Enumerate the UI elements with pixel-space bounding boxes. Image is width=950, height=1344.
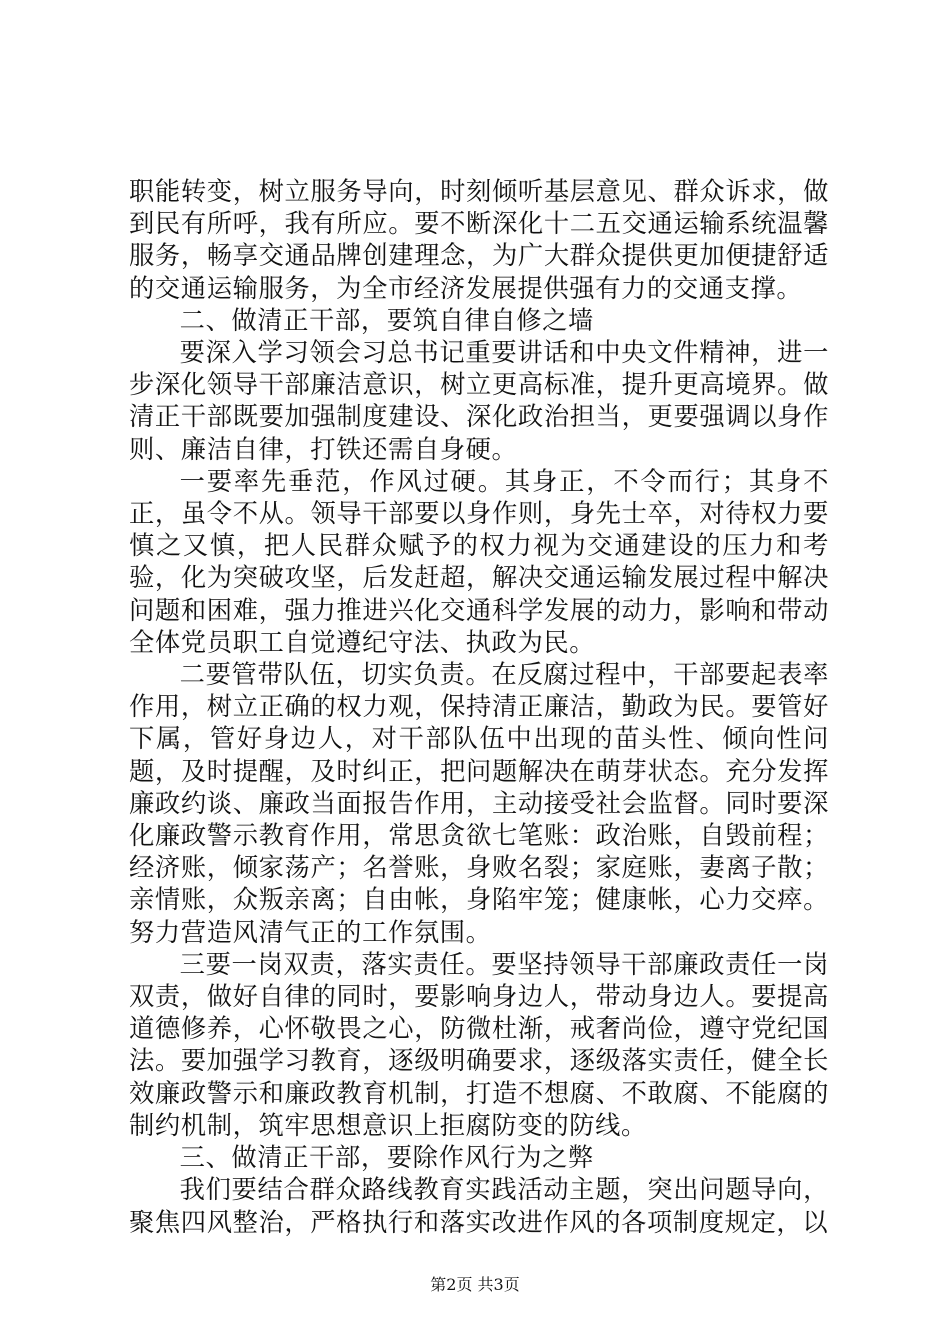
paragraph-point-two: 二要管带队伍，切实负责。在反腐过程中，干部要起表率作用，树立正确的权力观，保持清正廉洁，勤政为民。要管好下属，管好身边人，对干部队伍中出现的苗头性、倾向性问题，及时提醒，及时纠正，把问题解决在萌芽状态。充分发挥廉政约谈、廉政当面报告作用，主动接受社会监督。同时要深化廉政警示教育作用，常思贪欲七笔账：政治账，自毁前程；经济账，倾家荡产；名誉账，身败名裂；家庭账，妻离子散；亲情账，众叛亲离；自由帐，身陷牢笼；健康帐，心力交瘁。努力营造风清气正的工作氛围。 bbox=[129, 660, 829, 947]
section-heading-three: 三、做清正干部，要除作风行为之弊 bbox=[179, 1143, 594, 1173]
paragraph-mass-line: 我们要结合群众路线教育实践活动主题，突出问题导向，聚焦四风整治，严格执行和落实改进作风的各项制度规定，以 bbox=[129, 1175, 829, 1237]
paragraph-point-three: 三要一岗双责，落实责任。要坚持领导干部廉政责任一岗双责，做好自律的同时，要影响身边人，带动身边人。要提高道德修养，心怀敬畏之心，防微杜渐，戒奢尚俭，遵守党纪国法。要加强学习教育，逐级明确要求，逐级落实责任，健全长效廉政警示和廉政教育机制，打造不想腐、不敢腐、不能腐的制约机制，筑牢思想意识上拒腐防变的防线。 bbox=[129, 949, 829, 1140]
paragraph-study-spirit: 要深入学习领会习总书记重要讲话和中央文件精神，进一步深化领导干部廉洁意识，树立更高标准，提升更高境界。做清正干部既要加强制度建设、深化政治担当，更要强调以身作则、廉洁自律，打铁还需自身硬。 bbox=[129, 338, 829, 464]
paragraph-continuation: 职能转变，树立服务导向，时刻倾听基层意见、群众诉求，做到民有所呼，我有所应。要不断深化十二五交通运输系统温馨服务，畅享交通品牌创建理念，为广大群众提供更加便捷舒适的交通运输服务，为全市经济发展提供强有力的交通支撑。 bbox=[129, 177, 829, 303]
paragraph-point-one: 一要率先垂范，作风过硬。其身正，不令而行；其身不正，虽令不从。领导干部要以身作则，身先士卒，对待权力要慎之又慎，把人民群众赋予的权力视为交通建设的压力和考验，化为突破攻坚，后发赶超，解决交通运输发展过程中解决问题和困难，强力推进兴化交通科学发展的动力，影响和带动全体党员职工自觉遵纪守法、执政为民。 bbox=[129, 466, 829, 657]
document-body bbox=[129, 176, 829, 1239]
page-number-footer: 第2页 共3页 bbox=[430, 1275, 520, 1294]
section-heading-two: 二、做清正干部，要筑自律自修之墙 bbox=[179, 305, 594, 335]
